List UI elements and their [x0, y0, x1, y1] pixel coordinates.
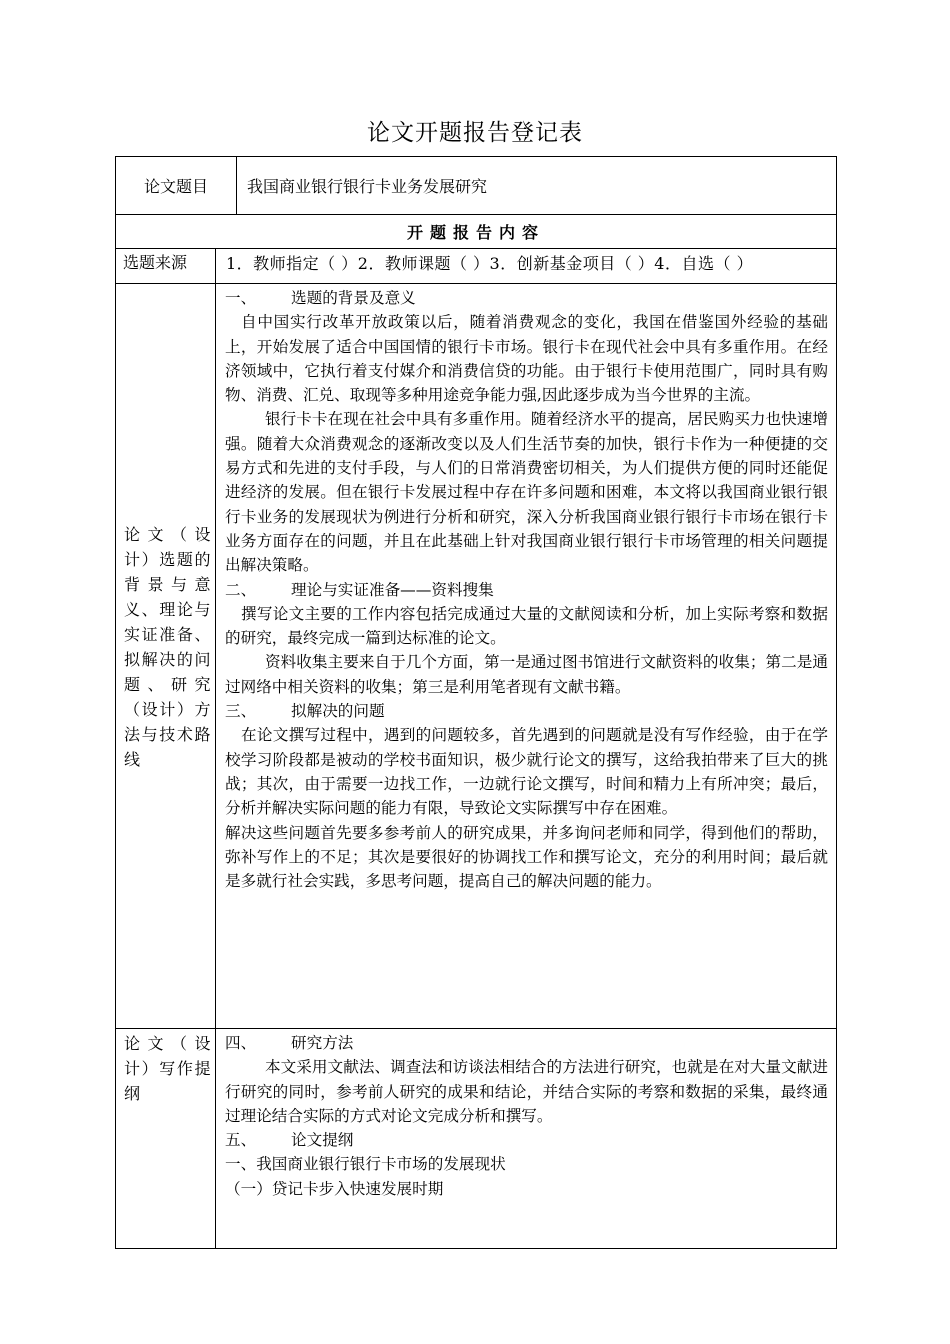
section-1-heading	[225, 286, 828, 310]
section-1-number: 一、	[225, 289, 257, 307]
topic-source-label: 选题来源	[116, 249, 216, 284]
section-5-heading	[225, 1128, 828, 1152]
thesis-title-row	[116, 157, 837, 215]
paragraph-2: 银行卡卡在现在社会中具有多重作用。随着经济水平的提高，居民购买力也快速增强。随着大众消费观念的逐渐改变以及人们生活节奏的加快，银行卡作为一种便捷的交易方式和先进的支付手段，与人们的日常消费密切相关，为人们提供方便的同时还能促进经济的发展。但在银行卡发展过程中存在许多问题和困难，本文将以我国商业银行银行卡业务的发展现状为例进行分析和研究，深入分析我国商业银行银行卡市场在银行卡业务方面存在的问题，并且在此基础上针对我国商业银行银行卡市场管理的相关问题提出解决策略。	[225, 410, 829, 575]
section-5-number: 五、	[225, 1131, 257, 1150]
section-2-title: 理论与实证准备——资料搜集	[291, 580, 494, 599]
section-header: 开题报告内容	[116, 215, 837, 249]
document-title: 论文开题报告登记表	[367, 120, 583, 146]
background-label-text: 论文（设计）选题的背景与意义、理论与实证准备、拟解决的问题、研究（设计）方法与技术路线	[124, 525, 211, 769]
background-row	[116, 284, 837, 1029]
paragraph-4: 资料收集主要来自于几个方面，第一是通过图书馆进行文献资料的收集；第二是通过网络中相关资料的收集；第三是利用笔者现有文献书籍。	[225, 653, 829, 696]
section-3-heading	[225, 699, 828, 723]
topic-source-options: 1．教师指定（ ）2．教师课题（ ）3．创新基金项目（ ）4．自选（ ）	[216, 249, 837, 284]
paragraph-3: 撰写论文主要的工作内容包括完成通过大量的文献阅读和分析，加上实际考察和数据的研究，最终完成一篇到达标准的论文。	[225, 604, 829, 648]
paragraph-5: 在论文撰写过程中，遇到的问题较多，首先遇到的问题就是没有写作经验，由于在学校学习阶段都是被动的学校书面知识，极少就行论文的撰写，这给我拍带来了巨大的挑战；其次，由于需要一边找工作，一边就行论文撰写，时间和精力上有所冲突；最后，分析并解决实际问题的能力有限，导致论文实际撰写中存在困难。	[225, 726, 829, 818]
paragraph-1: 自中国实行改革开放政策以后，随着消费观念的变化，我国在借鉴国外经验的基础上，开始发展了适合中国国情的银行卡市场。银行卡在现代社会中具有多重作用。在经济领域中，它执行着支付媒介和消费信贷的功能。由于银行卡使用范围广，同时具有购物、消费、汇兑、取现等多种用途竞争能力强,因此逐步成为当今世界的主流。	[225, 313, 829, 405]
outline-item-1: 一、我国商业银行银行卡市场的发展现状	[225, 1155, 506, 1174]
registration-form-table	[115, 156, 837, 1249]
section-2-heading	[225, 578, 828, 602]
paragraph-7: 本文采用文献法、调查法和访谈法相结合的方法进行研究，也就是在对大量文献进行研究的同时，参考前人研究的成果和结论，并结合实际的考察和数据的采集，最终通过理论结合实际的方式对论文完成分析和撰写。	[225, 1058, 829, 1125]
background-content	[216, 284, 837, 1029]
topic-source-row	[116, 249, 837, 284]
section-3-number: 三、	[225, 702, 257, 721]
outline-item-2: （一）贷记卡步入快速发展时期	[225, 1179, 444, 1198]
outline-content	[216, 1029, 837, 1249]
background-label	[116, 284, 216, 1029]
section-4-heading	[225, 1031, 828, 1055]
outline-label	[116, 1029, 216, 1249]
section-1-title: 选题的背景及意义	[291, 289, 416, 307]
section-4-number: 四、	[225, 1034, 257, 1052]
section-5-title: 论文提纲	[291, 1131, 354, 1150]
section-header-row	[116, 215, 837, 249]
section-4-title: 研究方法	[291, 1034, 354, 1052]
outline-label-text: 论文（设计）写作提纲	[124, 1034, 211, 1103]
section-2-number: 二、	[225, 580, 257, 599]
thesis-title-value: 我国商业银行银行卡业务发展研究	[237, 157, 837, 215]
thesis-title-label: 论文题目	[116, 157, 237, 215]
section-3-title: 拟解决的问题	[291, 702, 385, 721]
outline-row	[116, 1029, 837, 1249]
paragraph-6: 解决这些问题首先要多参考前人的研究成果，并多询问老师和同学，得到他们的帮助，弥补写作上的不足；其次是要很好的协调找工作和撰写论文，充分的利用时间；最后就是多就行社会实践，多思考问题，提高自己的解决问题的能力。	[225, 823, 829, 891]
